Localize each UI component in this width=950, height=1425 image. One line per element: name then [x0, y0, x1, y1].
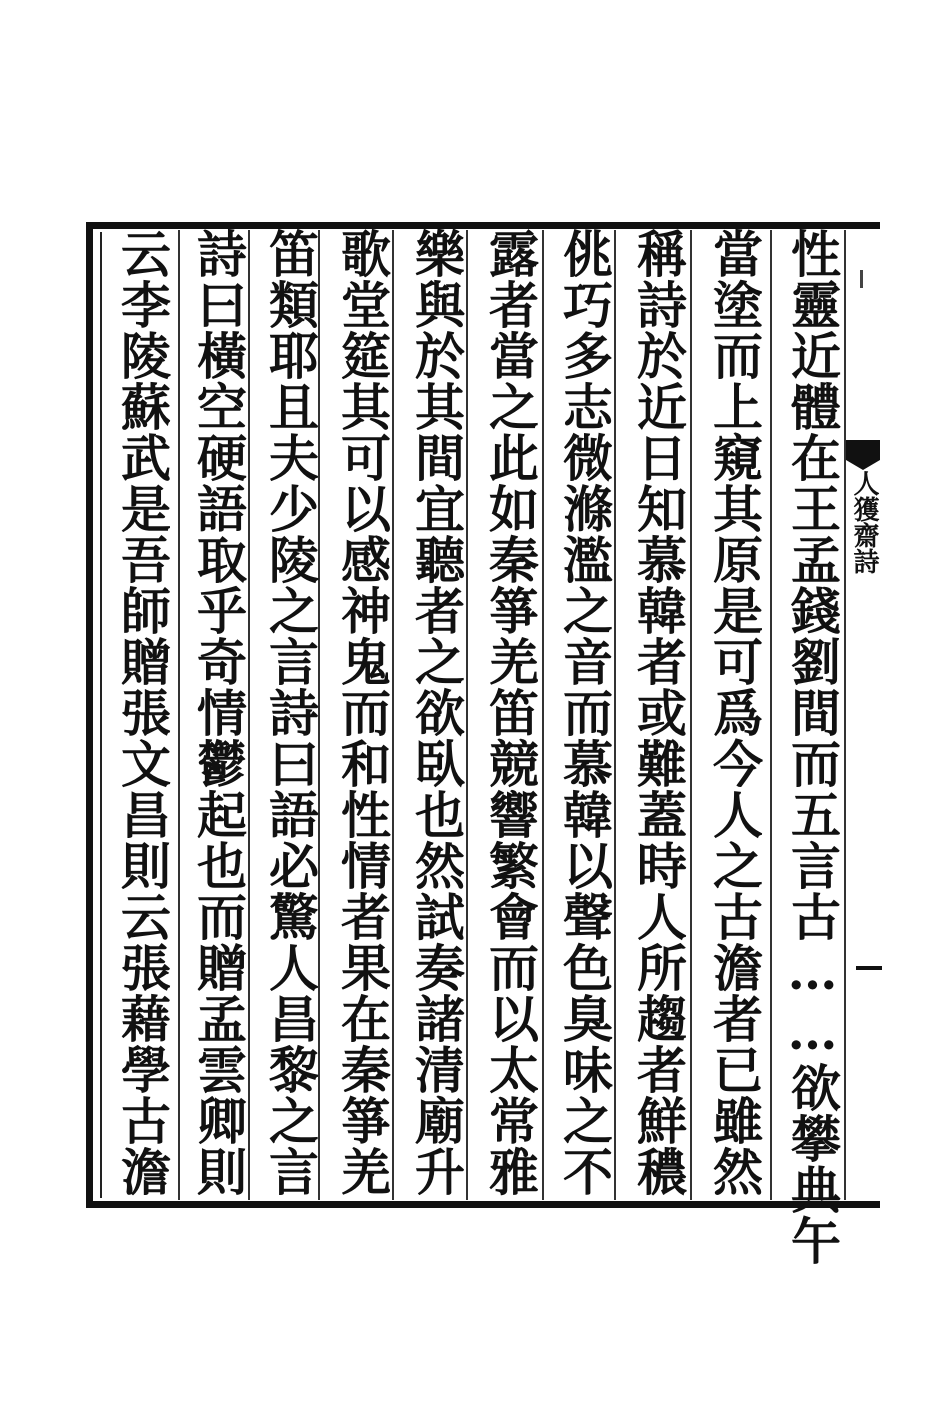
fishtail-mark: [846, 440, 880, 460]
text-column-10: 云李陵蘇武是吾師贈張文昌則云張藉學古澹: [113, 228, 172, 1197]
column-rule: [844, 230, 846, 1200]
text-column-8: 笛類耶且夫少陵之言詩曰語必驚人昌黎之言: [261, 228, 320, 1197]
banxin-page-mark: [856, 966, 882, 970]
text-column-1: 性靈近體在王孟錢劉間而五言古……欲攀典午: [783, 228, 842, 1266]
text-column-9: 詩曰橫空硬語取乎奇情鬱起也而贈孟雲卿則: [189, 228, 248, 1197]
text-column-4: 佻巧多志微滌濫之音而慕韓以聲色臭味之不: [555, 228, 614, 1197]
text-column-7: 歌堂筵其可以感神鬼而和性情者果在秦箏羌: [333, 228, 392, 1197]
banxin-column: [846, 228, 886, 1203]
text-column-2: 當塗而上窺其原是可爲今人之古澹者已雖然: [705, 228, 764, 1197]
column-rule: [542, 230, 544, 1200]
banxin-top-mark: [860, 270, 863, 288]
text-column-5: 露者當之此如秦箏羌笛競響繁會而以太常雅: [481, 228, 540, 1197]
frame-inner-rule: [100, 232, 102, 1198]
text-column-6: 樂與於其間宜聽者之欲臥也然試奏諸清廟升: [407, 228, 466, 1197]
column-rule: [690, 230, 692, 1200]
column-rule: [178, 230, 180, 1200]
column-rule: [770, 230, 772, 1200]
text-column-3: 稱詩於近日知慕韓者或難蓋時人所趨者鮮穠: [629, 228, 688, 1197]
banxin-title: 人獲齋詩: [849, 470, 879, 574]
